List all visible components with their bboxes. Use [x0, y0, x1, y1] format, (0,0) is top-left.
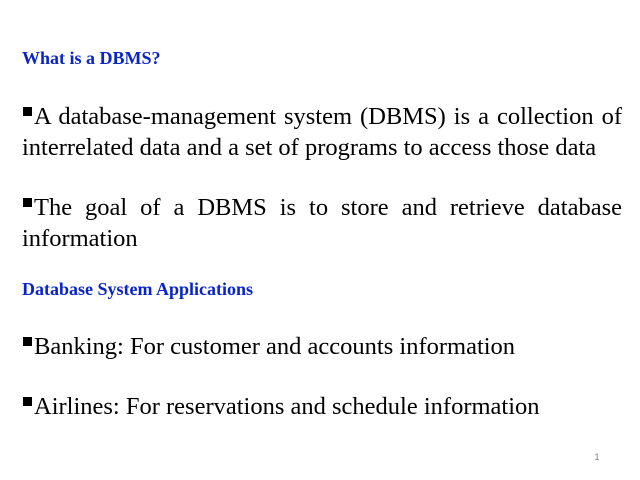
square-bullet-icon [23, 337, 32, 346]
bullet-dbms-goal [22, 192, 622, 254]
bullet-dbms-definition [22, 101, 622, 163]
bullet-banking [22, 331, 622, 362]
heading-what-is-dbms: What is a DBMS? [22, 48, 161, 68]
bullet-text: A database-management system (DBMS) is a collection of interrelated data and a set of programs to access those data [22, 103, 622, 161]
page-number: 1 [594, 452, 600, 462]
heading-database-applications: Database System Applications [22, 279, 254, 299]
bullet-text: The goal of a DBMS is to store and retrieve database information [22, 194, 622, 252]
square-bullet-icon [23, 397, 32, 406]
square-bullet-icon [23, 198, 32, 207]
bullet-text: Banking: For customer and accounts information [34, 333, 516, 360]
bullet-airlines [22, 391, 622, 422]
square-bullet-icon [23, 107, 32, 116]
bullet-text: Airlines: For reservations and schedule information [34, 393, 540, 420]
